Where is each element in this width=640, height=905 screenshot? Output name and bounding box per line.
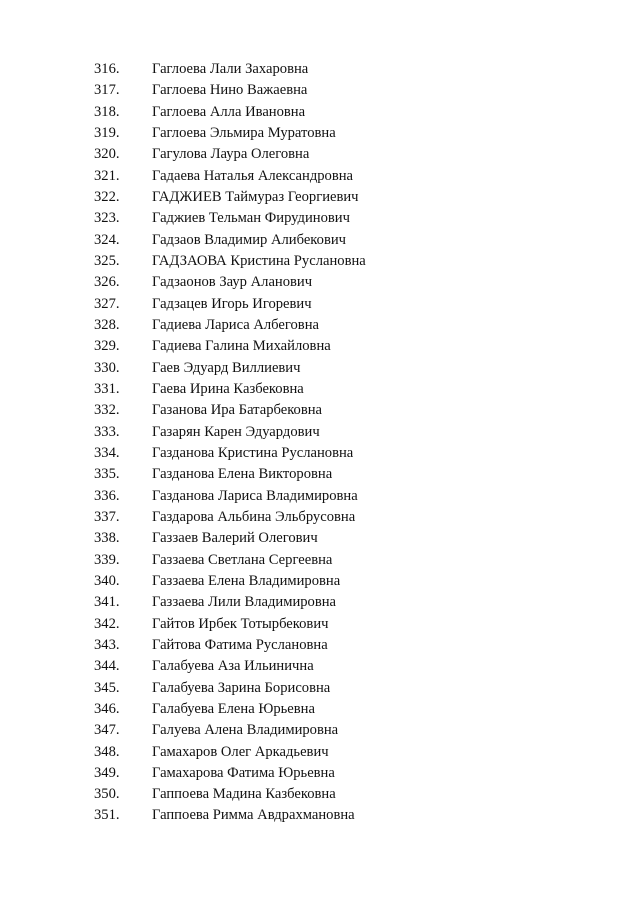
list-item: [94, 488, 366, 509]
list-item: [94, 530, 366, 551]
list-item: [94, 786, 366, 807]
list-item: [94, 807, 366, 828]
list-item: [94, 637, 366, 658]
list-item: [94, 744, 366, 765]
list-item: [94, 360, 366, 381]
list-item: [94, 680, 366, 701]
list-item-number: 323.: [94, 210, 120, 227]
list-item-name: Гадзаонов Заур Аланович: [152, 274, 313, 291]
list-item-name: ГАДЖИЕВ Таймураз Георгиевич: [152, 188, 359, 205]
list-item: [94, 573, 366, 594]
list-item-name: Гамахарова Фатима Юрьевна: [152, 764, 335, 781]
list-item-name: Газарян Карен Эдуардович: [152, 423, 320, 440]
list-item-name: Газданова Кристина Руслановна: [152, 444, 354, 461]
list-item-number: 348.: [94, 743, 120, 760]
list-item: [94, 125, 366, 146]
list-item: [94, 381, 366, 402]
list-item-number: 344.: [94, 658, 120, 675]
list-item-name: Галабуева Аза Ильинична: [152, 658, 314, 675]
list-item: [94, 594, 366, 615]
list-item-name: Гаджиев Тельман Фирудинович: [152, 210, 350, 227]
list-item: [94, 722, 366, 743]
list-item: [94, 296, 366, 317]
list-item-number: 317.: [94, 82, 120, 99]
list-item-name: Гадзаов Владимир Алибекович: [152, 231, 346, 248]
list-item: [94, 104, 366, 125]
list-item-number: 322.: [94, 188, 120, 205]
list-item-name: Галабуева Зарина Борисовна: [152, 679, 331, 696]
list-item-number: 340.: [94, 572, 120, 589]
list-item-name: Гаглоева Алла Ивановна: [152, 103, 306, 120]
list-item-name: Гадзацев Игорь Игоревич: [152, 295, 312, 312]
list-item-number: 316.: [94, 61, 120, 77]
list-item-name: Галуева Алена Владимировна: [152, 722, 339, 739]
list-item: [94, 317, 366, 338]
list-item-name: Гадаева Наталья Александровна: [152, 167, 354, 184]
list-item-number: 325.: [94, 252, 120, 269]
list-item-number: 334.: [94, 444, 120, 461]
list-item-number: 339.: [94, 551, 120, 568]
list-item: [94, 424, 366, 445]
list-item: [94, 61, 366, 82]
list-item-number: 347.: [94, 722, 120, 739]
list-item-name: Газзаева Лили Владимировна: [152, 594, 337, 611]
name-list: [94, 61, 366, 829]
list-item: [94, 189, 366, 210]
list-item-name: Гаева Ирина Казбековна: [152, 380, 304, 397]
list-item-name: Галабуева Елена Юрьевна: [152, 700, 315, 717]
list-item: [94, 658, 366, 679]
list-item-number: 324.: [94, 231, 120, 248]
list-item-number: 345.: [94, 679, 120, 696]
list-item-number: 335.: [94, 466, 120, 483]
list-item-name: Гаглоева Лали Захаровна: [152, 61, 309, 77]
list-item-name: Газанова Ира Батарбековна: [152, 402, 323, 419]
list-item: [94, 616, 366, 637]
list-item: [94, 552, 366, 573]
list-item-name: Гаглоева Эльмира Муратовна: [152, 124, 336, 141]
list-item-number: 327.: [94, 295, 120, 312]
list-item-name: Гайтова Фатима Руслановна: [152, 636, 328, 653]
list-item: [94, 338, 366, 359]
list-item-name: Газзаев Валерий Олегович: [152, 530, 318, 547]
list-item-number: 332.: [94, 402, 120, 419]
list-item-name: Гагулова Лаура Олеговна: [152, 146, 310, 163]
list-item-name: Гаппоева Римма Авдрахмановна: [152, 807, 355, 824]
list-item-name: Газзаева Елена Владимировна: [152, 572, 341, 589]
list-item-number: 328.: [94, 316, 120, 333]
list-item-name: ГАДЗАОВА Кристина Руслановна: [152, 252, 366, 269]
list-item-name: Гаппоева Мадина Казбековна: [152, 786, 336, 803]
list-item-number: 319.: [94, 124, 120, 141]
list-item: [94, 232, 366, 253]
list-item-number: 318.: [94, 103, 120, 120]
list-item-number: 342.: [94, 615, 120, 632]
list-item: [94, 146, 366, 167]
list-item-number: 343.: [94, 636, 120, 653]
list-item-number: 331.: [94, 380, 120, 397]
list-item-name: Гадиева Галина Михайловна: [152, 338, 331, 355]
list-item-number: 329.: [94, 338, 120, 355]
list-item: [94, 509, 366, 530]
list-item: [94, 274, 366, 295]
list-item-name: Газзаева Светлана Сергеевна: [152, 551, 333, 568]
list-item: [94, 210, 366, 231]
list-item-number: 337.: [94, 508, 120, 525]
list-item-number: 351.: [94, 807, 120, 824]
list-item-number: 349.: [94, 764, 120, 781]
list-item-name: Гамахаров Олег Аркадьевич: [152, 743, 329, 760]
list-item-name: Гайтов Ирбек Тотырбекович: [152, 615, 329, 632]
list-item-name: Гаглоева Нино Важаевна: [152, 82, 308, 99]
list-item-number: 338.: [94, 530, 120, 547]
list-item-number: 321.: [94, 167, 120, 184]
list-item-name: Газданова Лариса Владимировна: [152, 487, 358, 504]
list-item-name: Гаев Эдуард Виллиевич: [152, 359, 301, 376]
list-item-number: 341.: [94, 594, 120, 611]
list-item: [94, 765, 366, 786]
list-item: [94, 402, 366, 423]
list-item-number: 326.: [94, 274, 120, 291]
list-item: [94, 253, 366, 274]
list-item-name: Гадиева Лариса Албеговна: [152, 316, 319, 333]
list-item: [94, 466, 366, 487]
list-item: [94, 701, 366, 722]
list-item: [94, 168, 366, 189]
list-item-name: Газданова Елена Викторовна: [152, 466, 333, 483]
list-item: [94, 82, 366, 103]
list-item-number: 346.: [94, 700, 120, 717]
list-item-number: 333.: [94, 423, 120, 440]
list-item-number: 330.: [94, 359, 120, 376]
list-item-number: 336.: [94, 487, 120, 504]
list-item-number: 350.: [94, 786, 120, 803]
list-item-name: Газдарова Альбина Эльбрусовна: [152, 508, 356, 525]
list-item-number: 320.: [94, 146, 120, 163]
list-item: [94, 445, 366, 466]
